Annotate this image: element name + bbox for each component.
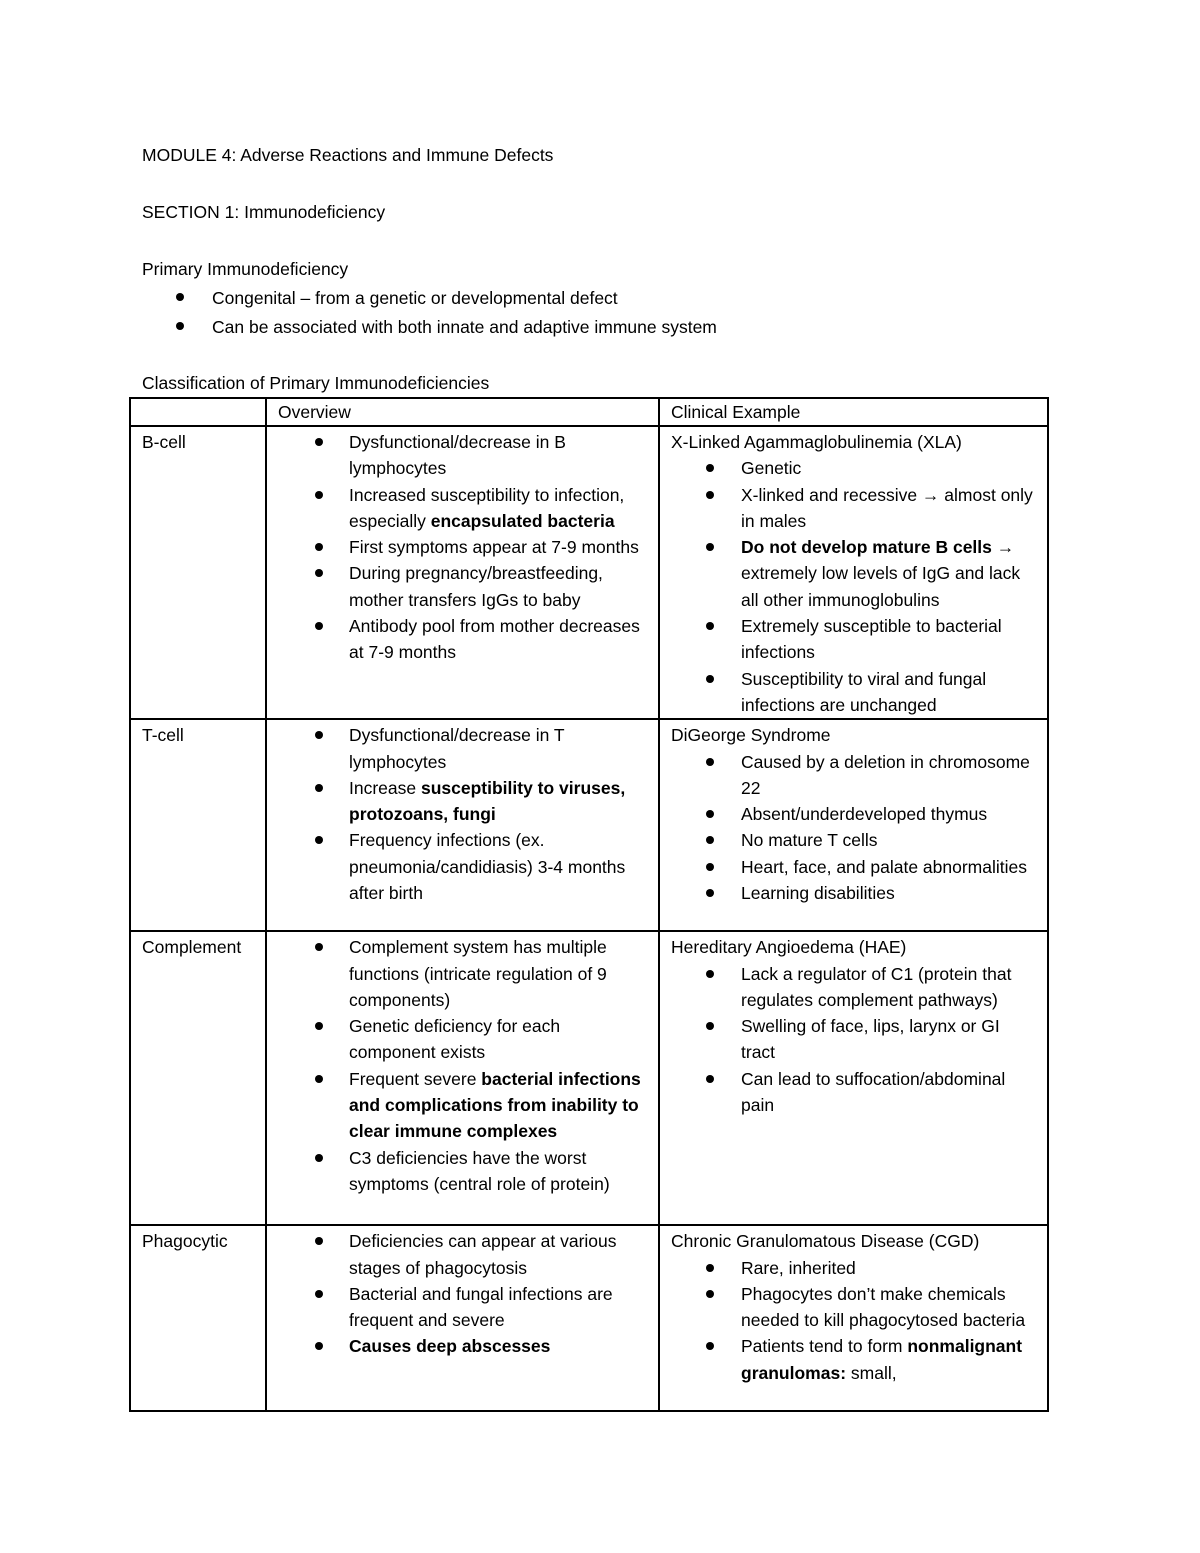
category-cell: T-cell	[130, 719, 266, 931]
bullet-icon	[706, 810, 714, 818]
list-item: Extremely susceptible to bacterial infections	[671, 613, 1037, 666]
section-title: SECTION 1: Immunodeficiency	[142, 202, 386, 222]
bullet-icon	[315, 1237, 323, 1245]
list-item: Causes deep abscesses	[278, 1333, 648, 1359]
table-header-row	[130, 398, 1048, 426]
list-item: Complement system has multiple functions (intricate regulation of 9 components)	[278, 934, 648, 1013]
table-row	[130, 426, 1048, 719]
bullet-icon	[706, 1342, 714, 1350]
bullet-icon	[706, 622, 714, 630]
bullet-icon	[315, 1022, 323, 1030]
bullet-icon	[315, 836, 323, 844]
header-cell-overview: Overview	[266, 398, 659, 426]
list-item: Rare, inherited	[671, 1255, 1037, 1281]
bullet-icon	[706, 758, 714, 766]
overview-cell	[266, 1225, 659, 1411]
category-cell: Phagocytic	[130, 1225, 266, 1411]
list-item: Bacterial and fungal infections are frequent and severe	[278, 1281, 648, 1334]
example-cell	[659, 931, 1048, 1225]
list-item: Susceptibility to viral and fungal infections are unchanged	[671, 666, 1037, 719]
list-item: Lack a regulator of C1 (protein that regulates complement pathways)	[671, 961, 1037, 1014]
bullet-icon	[706, 675, 714, 683]
table-caption: Classification of Primary Immunodeficiencies	[142, 373, 490, 393]
classification-table	[129, 397, 1049, 1412]
list-item: Patients tend to form nonmalignant granulomas: small,	[671, 1333, 1037, 1386]
list-item: Genetic	[671, 455, 1037, 481]
bullet-icon	[706, 970, 714, 978]
overview-cell	[266, 719, 659, 931]
list-item: Increase susceptibility to viruses, protozoans, fungi	[278, 775, 648, 828]
list-item: Dysfunctional/decrease in B lymphocytes	[278, 429, 648, 482]
list-item: Frequency infections (ex. pneumonia/candidiasis) 3-4 months after birth	[278, 827, 648, 906]
list-item: Swelling of face, lips, larynx or GI tract	[671, 1013, 1037, 1066]
overview-cell	[266, 931, 659, 1225]
list-item: Can lead to suffocation/abdominal pain	[671, 1066, 1037, 1119]
list-item: No mature T cells	[671, 827, 1037, 853]
bullet-icon	[706, 1075, 714, 1083]
bullet-icon	[706, 464, 714, 472]
bullet-icon	[706, 1290, 714, 1298]
list-item: Frequent severe bacterial infections and complications from inability to clear immune complexes	[278, 1066, 648, 1145]
bullet-icon	[315, 1290, 323, 1298]
list-item: Congenital – from a genetic or developmental defect	[142, 286, 717, 315]
header-cell-clinical-example: Clinical Example	[659, 398, 1048, 426]
bullet-icon	[706, 1264, 714, 1272]
example-title: Hereditary Angioedema (HAE)	[671, 937, 907, 958]
bullet-icon	[315, 1075, 323, 1083]
list-item: Heart, face, and palate abnormalities	[671, 854, 1037, 880]
list-item: X-linked and recessive → almost only in males	[671, 482, 1037, 535]
bullet-icon	[176, 293, 184, 301]
list-item: C3 deficiencies have the worst symptoms (central role of protein)	[278, 1145, 648, 1198]
category-cell: B-cell	[130, 426, 266, 719]
module-title: MODULE 4: Adverse Reactions and Immune Defects	[142, 145, 554, 165]
example-cell	[659, 426, 1048, 719]
category-cell: Complement	[130, 931, 266, 1225]
example-cell	[659, 1225, 1048, 1411]
overview-cell	[266, 426, 659, 719]
bullet-icon	[315, 569, 323, 577]
bullet-icon	[315, 943, 323, 951]
table-row	[130, 719, 1048, 931]
bullet-icon	[315, 543, 323, 551]
list-item: Dysfunctional/decrease in T lymphocytes	[278, 722, 648, 775]
list-item: Caused by a deletion in chromosome 22	[671, 749, 1037, 802]
list-item: Learning disabilities	[671, 880, 1037, 906]
list-item: Increased susceptibility to infection, especially encapsulated bacteria	[278, 482, 648, 535]
bullet-icon	[315, 491, 323, 499]
table-row	[130, 1225, 1048, 1411]
list-item: Phagocytes don’t make chemicals needed to kill phagocytosed bacteria	[671, 1281, 1037, 1334]
bullet-icon	[176, 322, 184, 330]
example-title: X-Linked Agammaglobulinemia (XLA)	[671, 432, 962, 452]
bullet-icon	[706, 836, 714, 844]
list-item: Antibody pool from mother decreases at 7-9 months	[278, 613, 648, 666]
list-item: During pregnancy/breastfeeding, mother transfers IgGs to baby	[278, 560, 648, 613]
bullet-icon	[315, 731, 323, 739]
table-row	[130, 931, 1048, 1225]
bullet-icon	[706, 543, 714, 551]
list-item: Can be associated with both innate and adaptive immune system	[142, 315, 717, 344]
primary-bullets	[142, 286, 717, 343]
list-item: Do not develop mature B cells → extremely low levels of IgG and lack all other immunoglobulins	[671, 534, 1037, 613]
bullet-icon	[706, 889, 714, 897]
list-item: First symptoms appear at 7-9 months	[278, 534, 648, 560]
example-title: Chronic Granulomatous Disease (CGD)	[671, 1231, 980, 1252]
primary-heading: Primary Immunodeficiency	[142, 259, 349, 279]
bullet-icon	[706, 863, 714, 871]
example-title: DiGeorge Syndrome	[671, 725, 831, 746]
bullet-icon	[315, 784, 323, 792]
list-item: Absent/underdeveloped thymus	[671, 801, 1037, 827]
bullet-icon	[706, 1022, 714, 1030]
bullet-icon	[706, 491, 714, 499]
bullet-icon	[315, 622, 323, 630]
list-item: Deficiencies can appear at various stages of phagocytosis	[278, 1228, 648, 1281]
example-cell	[659, 719, 1048, 931]
list-item: Genetic deficiency for each component exists	[278, 1013, 648, 1066]
bullet-icon	[315, 438, 323, 446]
bullet-icon	[315, 1154, 323, 1162]
header-cell-empty	[130, 398, 266, 426]
bullet-icon	[315, 1342, 323, 1350]
